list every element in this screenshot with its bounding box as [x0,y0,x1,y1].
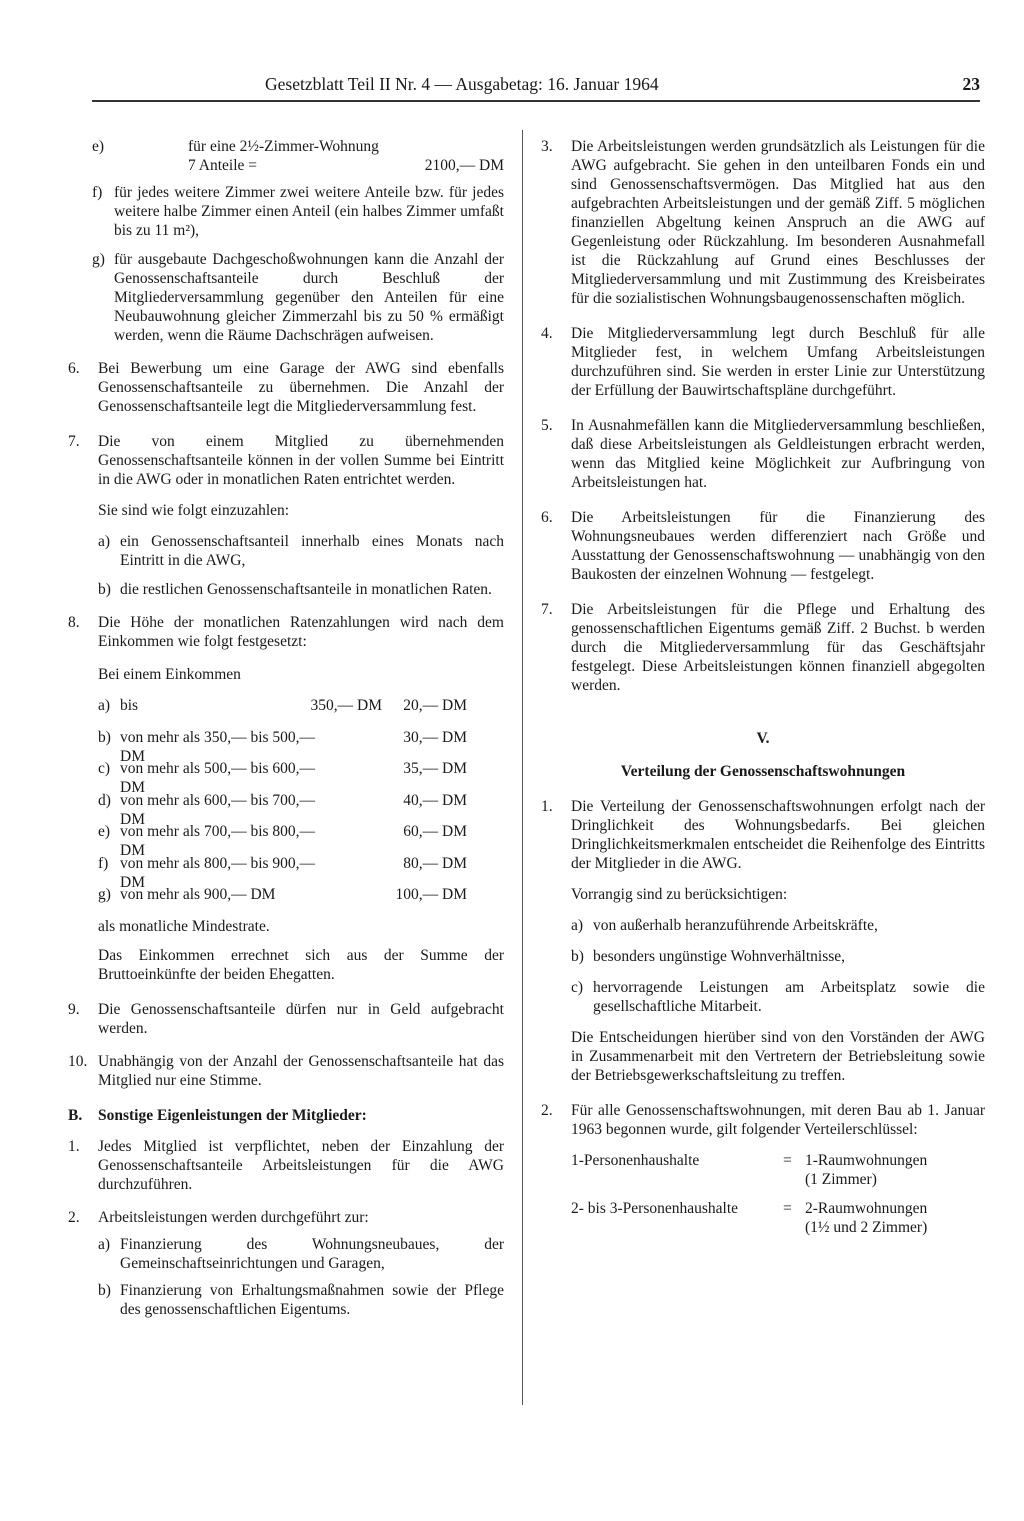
paragraph-text: Die Arbeitsleistungen werden grundsätzlich als Leistungen für die AWG aufgebracht. Sie gehen in den unteilbaren Fonds ein und sind Genossenschaftsvermögen. Das Mitglied hat aus den aufgebrachten Arbeitsleistungen und der gemäß Ziff. 5 möglichen finanziellen Abgeltung keinen Anspruch an die AWG auf Gegenleistung oder Rückzahlung. Im besonderen Ausnahmefall ist die Rückzahlung auf Grund eines Beschlusses der Mitgliederversammlung und mit Zustimmung des Kreisbeirates für die sozialistischen Wohnungsbaugenossenschaften möglich. [571,138,985,307]
list-item-g [92,250,504,345]
item-text: Finanzierung von Erhaltungsmaßnahmen sowie der Pflege des genossenschaftlichen Eigentums. [120,1281,504,1318]
section-v-item-c [571,978,985,1016]
income-row [98,759,504,796]
income-row [98,791,504,828]
item-label: a) [571,917,584,934]
section-title: Sonstige Eigenleistungen der Mitglieder: [98,1106,367,1124]
distribution-detail: (1½ und 2 Zimmer) [805,1219,928,1236]
item-text: die restlichen Genossenschaftsanteile in monatlichen Raten. [120,581,492,598]
paragraph-text: Für alle Genossenschaftswohnungen, mit deren Bau ab 1. Januar 1963 begonnen wurde, gilt folgender Verteilerschlüssel: [571,1102,985,1138]
paragraph-10 [68,1052,504,1090]
paragraph-number: 2. [68,1208,80,1226]
income-tail: als monatliche Mindestrate. [98,917,270,935]
paragraph-text: Arbeitsleistungen werden durchgeführt zur: [98,1208,369,1226]
paragraph-number: 7. [541,601,553,618]
income-row [98,696,504,728]
section-v-title: Verteilung der Genossenschaftswohnungen [620,763,906,780]
income-row-label: g) [98,886,111,903]
section-v-item-a [571,916,985,935]
income-row-label: e) [98,823,111,840]
paragraph-6-right [541,508,985,584]
paragraph-text: Die Mitgliederversammlung legt durch Beschluß für alle Mitglieder fest, in welchem Umfang Arbeitsleistungen durchzuführen sind. Sie werden in erster Linie zur Unterstützung der Erfüllung der Bauwirtschaftspläne durchgeführt. [571,325,985,399]
distribution-table [541,1151,985,1237]
item-label: b) [98,581,111,598]
paragraph-number: 6. [541,509,553,526]
income-row-range: von mehr als 900,— DM [120,886,276,903]
distribution-household: 1-Personenhaushalte [571,1152,700,1169]
paragraph-number: 1. [68,1137,80,1155]
paragraph-number: 7. [68,433,80,450]
section-b-item-a [98,1235,504,1273]
section-b-heading [68,1106,504,1125]
income-note: Das Einkommen errechnet sich aus der Summe der Bruttoeinkünfte der beiden Ehegatten. [98,946,504,983]
paragraph-7-item-a [98,532,504,570]
item-text: für eine 2½-Zimmer-Wohnung [188,138,379,155]
paragraph-text: Die Arbeitsleistungen für die Pflege und Erhaltung des genossenschaftlichen Eigentums gemäß Ziff. 2 Buchst. b werden durch die Mitgliederversammlung für das Geschäftsjahr festgelegt. Diese Arbeitsleistungen können finanziell abgegolten werden. [571,601,985,694]
income-row-range: bis [120,697,139,714]
income-row [98,728,504,765]
paragraph-6 [68,359,504,416]
distribution-apartment: 2-Raumwohnungen [805,1200,928,1217]
paragraph-number: 8. [68,614,80,631]
section-b-paragraph-2 [68,1208,504,1227]
income-row-rate: 20,— DM [403,697,467,714]
section-b-item-b [98,1281,504,1319]
distribution-apartment: 1-Raumwohnungen [805,1152,928,1169]
paragraph-3 [541,137,985,308]
paragraph-7-item-b [98,580,504,599]
section-b-paragraph-1 [68,1137,504,1194]
item-text: von außerhalb heranzuführende Arbeitskräfte, [593,917,878,934]
page-number: 23 [962,74,980,94]
paragraph-number: 9. [68,1000,80,1018]
distribution-row [571,1151,985,1189]
income-row [98,885,504,917]
paragraph-number: 10. [68,1052,88,1070]
item-label: b) [571,948,584,965]
distribution-equals: = [783,1200,792,1217]
item-text: hervorragende Leistungen am Arbeitsplatz sowie die gesellschaftliche Mitarbeit. [593,979,985,1015]
item-label: a) [98,1235,111,1253]
item-text: Finanzierung des Wohnungsneubaues, der Gemeinschaftseinrichtungen und Garagen, [120,1235,504,1272]
income-row-range: von mehr als 800,— bis 900,— DM [120,854,316,891]
paragraph-text: Die Verteilung der Genossenschaftswohnungen erfolgt nach der Dringlichkeit des Wohnungsbedarfs. Bei gleichen Dringlichkeitsmerkmalen entscheidet die Reihenfolge des Eintritts der Mitglieder in die AWG. [571,798,985,872]
item-text: für ausgebaute Dachgeschoßwohnungen kann die Anzahl der Genossenschaftsanteile durch Beschluß der Mitgliederversammlung gegenüber den Anteilen für eine Neubauwohnung gleicher Zimmerzahl bis zu 50 % ermäßigt werden, wenn die Räume Dachschrägen aufweisen. [114,251,504,344]
income-row-label: d) [98,791,111,809]
list-item-f [92,183,504,240]
distribution-household: 2- bis 3-Personenhaushalte [571,1200,739,1217]
income-table [68,696,504,917]
section-v-note: Die Entscheidungen hierüber sind von den Vorständen der AWG in Zusammenarbeit mit den Vertretern der Betriebsleitung sowie der Betriebsgewerkschaftsleitung zu treffen. [571,1029,985,1084]
paragraph-number: 6. [68,360,80,377]
paragraph-text: Unabhängig von der Anzahl der Genossenschaftsanteile hat das Mitglied nur eine Stimme. [98,1052,504,1089]
income-row-rate: 40,— DM [403,791,467,809]
income-row-rate: 35,— DM [403,760,467,777]
paragraph-number: 1. [541,798,553,815]
paragraph-number: 5. [541,417,553,434]
paragraph-4 [541,324,985,400]
distribution-row [571,1199,985,1237]
income-row-label: f) [98,854,109,872]
paragraph-7-intro: Sie sind wie folgt einzuzahlen: [98,502,290,519]
item-amount: 2100,— DM [424,157,504,174]
paragraph-text: Die Höhe der monatlichen Ratenzahlungen wird nach dem Einkommen wie folgt festgesetzt: [98,614,504,650]
item-label: a) [98,533,111,550]
income-intro: Bei einem Einkommen [98,666,241,683]
section-v-paragraph-1 [541,797,985,873]
header-rule [92,100,980,102]
income-row-range: von mehr als 500,— bis 600,— DM [120,760,316,796]
paragraph-7-right [541,600,985,695]
income-row-rate: 80,— DM [403,854,467,872]
income-row-label: a) [98,697,111,714]
item-label: b) [98,1281,111,1299]
paragraph-text: In Ausnahmefällen kann die Mitgliederversammlung beschließen, daß diese Arbeitsleistungen als Geldleistungen erbracht werden, wenn das Mitglied keine Möglichkeit zur Aufbringung von Arbeitsleistungen hat. [571,417,985,491]
item-label: f) [92,184,103,201]
paragraph-text: Bei Bewerbung um eine Garage der AWG sind ebenfalls Genossenschaftsanteile zu übernehmen. Die Anzahl der Genossenschaftsanteile legt die Mitgliederversammlung fest. [98,360,504,415]
paragraph-5 [541,416,985,492]
left-column [68,137,504,1319]
column-divider [522,130,523,1405]
item-label: g) [92,251,105,268]
header-title: Gesetzblatt Teil II Nr. 4 — Ausgabetag: 16. Januar 1964 [265,74,659,94]
item-label: e) [92,138,105,155]
income-row-range: von mehr als 600,— bis 700,— DM [120,791,316,828]
paragraph-8 [68,613,504,651]
section-v-intro: Vorrangig sind zu berücksichtigen: [571,886,788,903]
income-row-label: c) [98,760,111,777]
paragraph-number: 3. [541,138,553,155]
section-v-number: V. [756,730,770,747]
section-v-item-b [571,947,985,966]
item-label: c) [571,979,584,996]
income-row-range: von mehr als 700,— bis 800,— DM [120,823,316,859]
item-text: 7 Anteile = [188,157,258,174]
income-row [98,854,504,891]
income-row-label: b) [98,728,111,746]
item-text: besonders ungünstige Wohnverhältnisse, [593,948,846,965]
paragraph-text: Die Arbeitsleistungen für die Finanzierung des Wohnungsneubaues werden differenziert nach Größe und Ausstattung der Genossenschaftswohnung — unabhängig von den Baukosten der einzelnen Wohnung — festgelegt. [571,509,985,583]
section-v-paragraph-2 [541,1101,985,1139]
income-row [98,822,504,859]
paragraph-9 [68,1000,504,1038]
section-label: B. [68,1106,83,1124]
item-text: ein Genossenschaftsanteil innerhalb eines Monats nach Eintritt in die AWG, [120,533,504,569]
paragraph-7 [68,432,504,489]
income-row-range: von mehr als 350,— bis 500,— DM [120,728,316,765]
distribution-equals: = [783,1152,792,1169]
paragraph-text: Die von einem Mitglied zu übernehmenden Genossenschaftsanteile können in der vollen Summe bei Eintritt in die AWG oder in monatlichen Raten entrichtet werden. [98,433,504,488]
paragraph-number: 2. [541,1102,553,1119]
paragraph-text: Jedes Mitglied ist verpflichtet, neben der Einzahlung der Genossenschaftsanteile Arbeitsleistungen für die AWG durchzuführen. [98,1137,504,1193]
paragraph-text: Die Genossenschaftsanteile dürfen nur in Geld aufgebracht werden. [98,1000,504,1037]
paragraph-number: 4. [541,325,553,342]
list-item-e [92,137,504,175]
income-row-rate: 30,— DM [403,728,467,746]
right-column [541,137,985,1247]
income-row-upper: 350,— DM [310,697,382,714]
income-row-rate: 100,— DM [395,886,467,903]
income-row-rate: 60,— DM [403,823,467,840]
distribution-detail: (1 Zimmer) [805,1171,877,1188]
item-text: für jedes weitere Zimmer zwei weitere Anteile bzw. für jedes weitere halbe Zimmer einen Anteil (ein halbes Zimmer umfaßt bis zu 11 m²), [114,184,504,239]
